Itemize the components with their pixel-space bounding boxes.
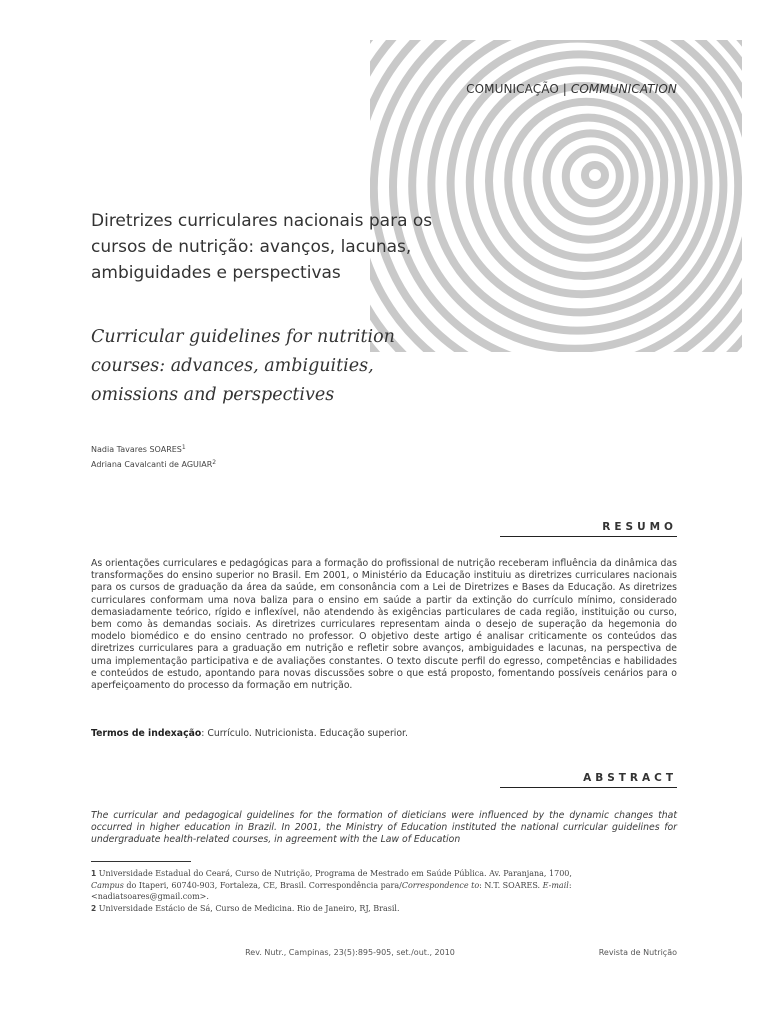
- author-ref: 2: [212, 458, 217, 466]
- footnotes: [91, 868, 677, 914]
- article-title-english: [91, 323, 451, 410]
- author-entry: [91, 443, 216, 458]
- footer-citation: Rev. Nutr., Campinas, 23(5):895-905, set./out., 2010: [245, 948, 455, 957]
- abstract-rule: [500, 787, 677, 788]
- title-en-line: Curricular guidelines for nutrition: [91, 327, 395, 347]
- article-title-portuguese: [91, 208, 451, 286]
- index-terms-value: : Currículo. Nutricionista. Educação superior.: [201, 728, 408, 739]
- footnote-text: do Itaperi, 60740-903, Fortaleza, CE, Brasil. Correspondência para/: [123, 880, 402, 890]
- abstract-heading: ABSTRACT: [583, 772, 677, 784]
- title-pt-line: Diretrizes curriculares nacionais para os: [91, 211, 433, 231]
- title-pt-line: cursos de nutrição: avanços, lacunas,: [91, 237, 412, 257]
- author-name: Adriana Cavalcanti de AGUIAR: [91, 459, 213, 469]
- author-name: Nadia Tavares SOARES: [91, 445, 182, 454]
- footnote-text: :: [568, 880, 572, 890]
- title-en-line: courses: advances, ambiguities,: [91, 356, 374, 376]
- section-label-pt: COMUNICAÇÃO |: [466, 82, 571, 96]
- abstract-body: The curricular and pedagogical guidelines for the formation of dieticians were influenced by the dynamic changes that occurred in higher education in Brazil. In 2001, the Ministry of Education instituted the national curricular guidelines for undergraduate health-related courses, in agreement with the Law of Education: [91, 810, 677, 846]
- footnote-text: Universidade Estadual do Ceará, Curso de Nutrição, Programa de Mestrado em Saúde Pública. Av. Paranjana, 1700,: [98, 869, 572, 878]
- footnote-number: 1: [91, 869, 97, 878]
- footnote-1: [91, 868, 677, 903]
- footnote-rule: [91, 861, 191, 862]
- footnote-text: Campus: [91, 880, 124, 890]
- index-terms: [91, 728, 677, 739]
- section-header: [300, 82, 677, 96]
- title-en-line: omissions and perspectives: [91, 385, 335, 405]
- resumo-heading: RESUMO: [602, 521, 677, 533]
- footnote-2: [91, 903, 677, 915]
- resumo-body: As orientações curriculares e pedagógicas para a formação do profissional de nutrição receberam influência da dinâmica das transformações do ensino superior no Brasil. Em 2001, o Ministério da Educação instituiu as diretrizes curriculares nacionais para os cursos de graduação da área da saúde, em consonância com a Lei de Diretrizes e Bases da Educação. As diretrizes curriculares conformam uma nova baliza para o ensino em saúde a partir da extinção do currículo mínimo, considerado demasiadamente teórico, rígido e inflexível, não atendendo às exigências particulares de cada região, instituição ou curso, bem como às demandas sociais. As diretrizes curriculares representam ainda o desejo de superação da hegemonia do modelo biomédico e do ensino centrado no professor. O objetivo deste artigo é analisar criticamente os conteúdos das diretrizes curriculares para a graduação em nutrição e refletir sobre avanços, ambiguidades e lacunas, na perspectiva de uma implementação participativa e de avaliações constantes. O texto discute perfil do egresso, competências e habilidades e conteúdos de estudo, apontando para novas discussões sobre o que está proposto, fomentando possíveis cenários para o aperfeiçoamento do processo da formação em nutrição.: [91, 558, 677, 692]
- title-pt-line: ambiguidades e perspectivas: [91, 263, 341, 283]
- footnote-number: 2: [91, 903, 97, 913]
- author-ref: 1: [181, 444, 186, 451]
- footnote-text: Correspondence to: [401, 880, 480, 890]
- footnote-text: : N.T. SOARES.: [479, 880, 543, 890]
- author-list: [91, 443, 216, 472]
- resumo-rule: [500, 536, 677, 537]
- footnote-text: Universidade Estácio de Sá, Curso de Medicina. Rio de Janeiro, RJ, Brasil.: [98, 903, 400, 913]
- author-entry: [91, 458, 216, 473]
- index-terms-label: Termos de indexação: [91, 728, 202, 739]
- section-label-en: COMMUNICATION: [570, 82, 677, 96]
- footnote-email: <nadiatsoares@gmail.com>.: [91, 892, 209, 901]
- footnote-text: E-mail: [542, 880, 569, 890]
- footer-journal: Revista de Nutrição: [598, 948, 677, 957]
